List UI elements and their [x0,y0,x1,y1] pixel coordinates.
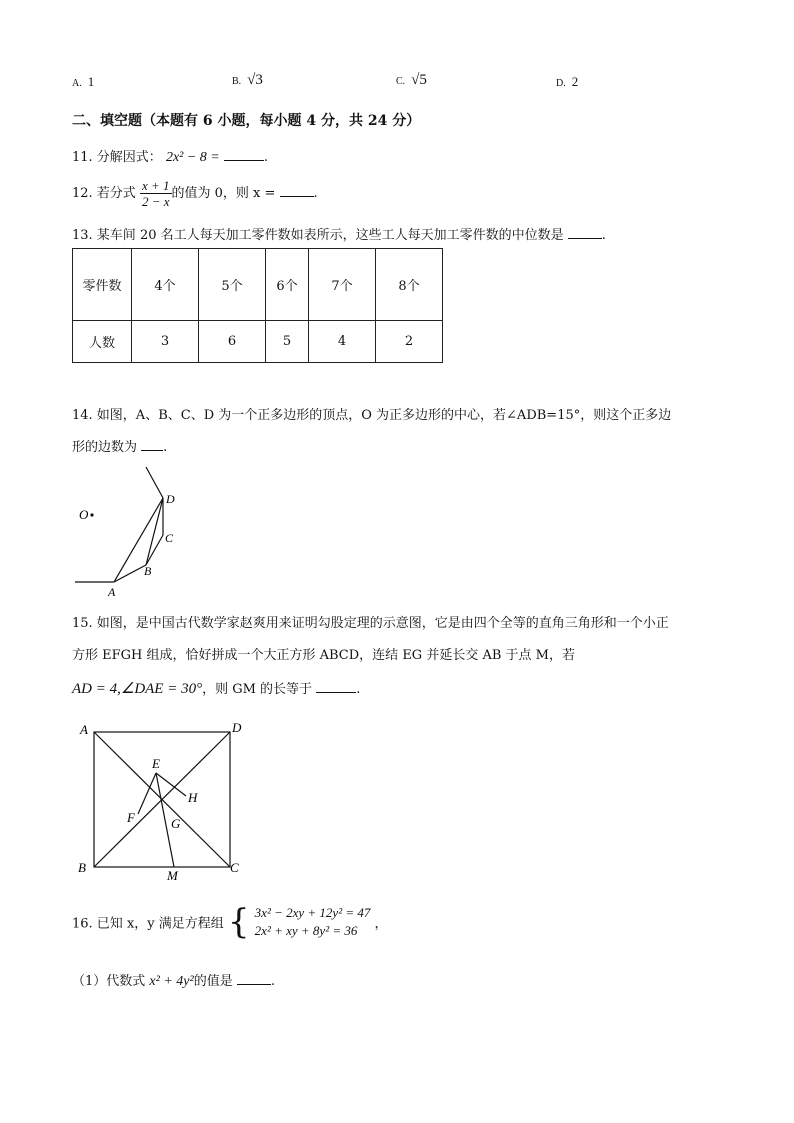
q13-table-cell: 4 [309,321,376,363]
question-14-line1: 14. 如图，A、B、C、D 为一个正多边形的顶点，O 为正多边形的中心，若∠ADB=15°，则这个正多边 [72,408,672,423]
q14-label-b: B [144,564,152,578]
option-a [72,74,94,90]
q13-table-cell: 3 [132,321,199,363]
q11-answer-blank[interactable] [224,148,264,161]
q15-answer-blank[interactable] [316,680,356,693]
q13-table-cell: 5个 [199,249,266,321]
q16-part1-expression: x² + 4y² [149,974,194,989]
q16-after: ， [374,916,388,932]
option-d-value: 2 [571,74,579,89]
option-d-letter: D. [556,78,566,89]
q14-center-dot [90,513,93,516]
option-a-value: 1 [87,74,95,89]
q16-part1-prefix: （1）代数式 [72,974,146,989]
q15-figure [74,716,254,888]
q13-table-row-people [73,321,443,363]
q13-table-cell: 2 [376,321,443,363]
q15-segment-eh [156,773,186,796]
question-13 [72,224,606,243]
q15-given-expression: AD = 4,∠DAE = 30° [72,681,203,697]
q13-table-cell: 5 [266,321,309,363]
question-12 [72,178,318,209]
section-heading: 二、填空题（本题有 6 小题，每小题 4 分，共 24 分） [72,113,421,129]
q13-table-cell: 6 [199,321,266,363]
q15-label-f: F [127,810,135,825]
q13-answer-blank[interactable] [568,226,602,239]
q16-part1-suffix: . [270,974,275,989]
q14-answer-blank[interactable] [141,438,163,451]
question-14-line2 [72,436,167,455]
option-b [232,72,263,89]
q15-label-e: E [152,756,160,771]
option-c-value: √5 [411,72,427,88]
q13-table-row-parts [73,249,443,321]
q15-suffix: . [356,682,361,697]
q15-label-m: M [167,868,178,883]
q14-label-d: D [166,492,175,506]
q13-text: 13. 某车间 20 名工人每天加工零件数如表所示，这些工人每天加工零件数的中位数是 [72,228,564,243]
q16-equation-system [255,904,371,940]
option-d [556,74,578,90]
q15-line3-text: ，则 GM 的长等于 [202,682,313,697]
q12-denominator: 2 − x [141,194,170,209]
q15-label-g: G [171,816,181,831]
option-a-letter: A. [72,78,82,89]
q12-fraction [140,178,172,209]
q12-answer-blank[interactable] [280,184,314,197]
q15-label-c: C [230,860,239,875]
q16-equation-2: 2x² + xy + 8y² = 36 [254,923,358,938]
option-c-letter: C. [396,76,406,87]
question-11 [72,146,268,166]
q11-suffix: . [263,150,269,165]
q13-table-cell: 8个 [376,249,443,321]
q13-table-cell: 4个 [132,249,199,321]
question-15-line2: 方形 EFGH 组成，恰好拼成一个大正方形 ABCD，连结 EG 并延长交 AB 于点 M，若 [72,648,575,663]
q13-table-header-people: 人数 [73,321,132,363]
q16-prefix: 16. 已知 x，y 满足方程组 [72,916,224,932]
q14-label-o: O [79,507,89,522]
question-15-line3 [72,678,360,698]
q16-part1-text: 的值是 [193,974,233,989]
question-16 [72,904,388,940]
q13-table-header-parts: 零件数 [73,249,132,321]
q12-middle: 的值为 0，则 x = [171,186,276,201]
question-15-line1: 15. 如图，是中国古代数学家赵爽用来证明勾股定理的示意图，它是由四个全等的直角三角形和一个小正 [72,616,669,631]
q14-edge-bc [146,535,163,565]
q15-label-d: D [232,720,242,735]
q16-part1-answer-blank[interactable] [237,972,271,985]
q14-suffix: . [163,440,168,455]
q15-label-h: H [188,790,198,805]
q16-equation-1: 3x² − 2xy + 12y² = 47 [254,905,371,920]
q14-label-a: A [108,585,116,599]
q14-diagonal-bd [146,498,163,565]
option-b-letter: B. [232,76,242,87]
question-16-part-1 [72,970,275,990]
q13-table [72,248,443,363]
q11-expression: 2x² − 8 = [165,150,220,165]
q14-line2-text: 形的边数为 [72,440,138,455]
q13-table-cell: 6个 [266,249,309,321]
option-c [396,72,427,89]
q12-numerator: x + 1 [141,178,170,193]
q12-prefix: 12. 若分式 [72,186,136,201]
q13-suffix: . [601,228,606,243]
option-b-value: √3 [247,72,263,88]
q12-suffix: . [313,186,318,201]
q13-table-cell: 7个 [309,249,376,321]
q16-brace: { [227,902,250,942]
q11-prefix: 11. 分解因式： [72,150,162,165]
q14-edge-top [146,467,163,498]
q15-label-a: A [80,722,88,737]
q15-label-b: B [78,860,86,875]
q14-figure [70,462,200,602]
q14-label-c: C [165,531,174,545]
